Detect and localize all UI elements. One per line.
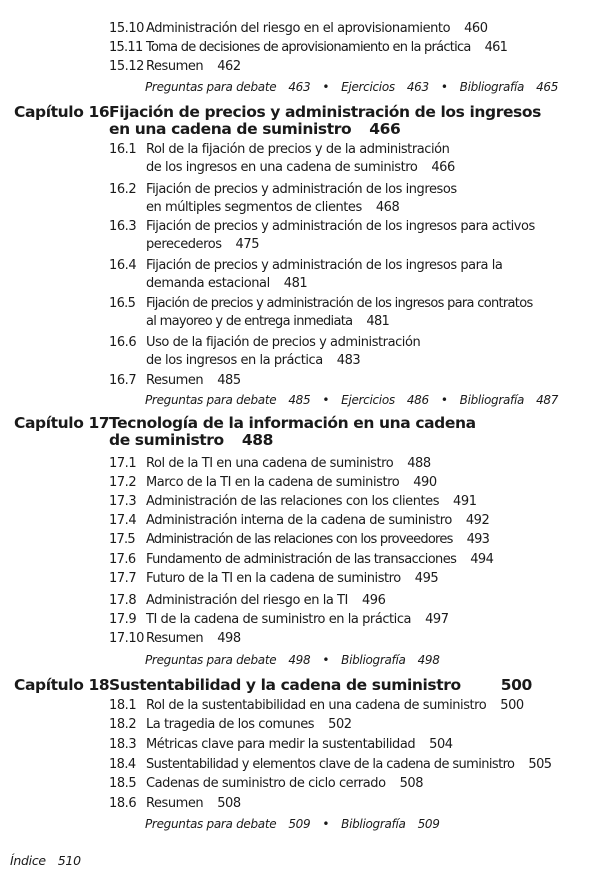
chapter-title-line2: en una cadena de suministro — [109, 120, 352, 138]
preguntas-page: 498 — [288, 653, 311, 667]
ejercicios-link[interactable]: Ejercicios — [341, 80, 395, 94]
bibliografia-link[interactable]: Bibliografía — [459, 80, 525, 94]
toc-section-17-3[interactable] — [109, 493, 477, 511]
section-number: 17.10 — [109, 631, 144, 646]
chapter-title-line1: Fijación de precios y administración de los ingresos — [109, 103, 541, 121]
section-number: 16.7 — [109, 373, 137, 388]
section-title: Administración del riesgo en la TI — [146, 593, 348, 608]
ejercicios-page: 463 — [406, 80, 429, 94]
toc-section-18-2[interactable] — [109, 716, 352, 734]
section-number: 17.8 — [109, 593, 137, 608]
toc-section-17-9[interactable] — [109, 611, 449, 629]
section-number: 16.4 — [109, 258, 137, 273]
section-title-line2: de los ingresos en una cadena de suministro — [146, 160, 418, 175]
toc-section-15-10[interactable] — [109, 20, 488, 38]
section-title: Cadenas de suministro de ciclo cerrado — [146, 776, 386, 791]
toc-section-17-4[interactable] — [109, 512, 489, 530]
ejercicios-link[interactable]: Ejercicios — [341, 393, 395, 407]
section-title-line2: demanda estacional — [146, 276, 270, 291]
section-number: 16.5 — [109, 296, 136, 311]
chapter-label: Capítulo 18 — [14, 676, 110, 694]
section-page: 475 — [235, 237, 260, 252]
section-page: 497 — [425, 612, 449, 627]
preguntas-page: 463 — [288, 80, 311, 94]
section-title: Resumen — [146, 631, 204, 646]
toc-section-17-7[interactable] — [109, 570, 438, 588]
section-title: La tragedia de los comunes — [146, 717, 315, 732]
section-page: 500 — [500, 698, 524, 713]
chapter-page: 500 — [500, 676, 532, 694]
bibliografia-page: 509 — [417, 817, 440, 831]
bibliografia-link[interactable]: Bibliografía — [341, 653, 406, 667]
section-title: Resumen — [146, 59, 204, 74]
section-number: 16.3 — [109, 219, 137, 234]
section-title: Administración de las relaciones con los proveedores — [146, 532, 453, 547]
section-title: Administración del riesgo en el aprovisionamiento — [146, 21, 451, 36]
section-page: 468 — [375, 200, 400, 215]
toc-section-17-5[interactable] — [109, 531, 489, 549]
section-number: 18.3 — [109, 737, 137, 752]
section-title-line2: al mayoreo y de entrega inmediata — [146, 314, 353, 329]
section-page: 490 — [413, 475, 437, 490]
bibliografia-link[interactable]: Bibliografía — [341, 817, 406, 831]
section-number: 18.4 — [109, 757, 136, 772]
section-page: 508 — [399, 776, 424, 791]
bibliografia-page: 465 — [536, 80, 559, 94]
chapter-18-extras — [145, 815, 440, 833]
toc-section-16-4[interactable] — [109, 257, 502, 293]
section-number: 17.5 — [109, 532, 135, 547]
section-page: 494 — [470, 552, 494, 567]
index-label: Índice — [10, 853, 46, 868]
toc-section-17-10[interactable] — [109, 630, 241, 648]
section-page: 505 — [528, 757, 552, 772]
bullet-separator: • — [322, 393, 330, 407]
section-number: 15.12 — [109, 59, 144, 74]
section-title-line2: de los ingresos en la práctica — [146, 353, 323, 368]
toc-section-17-2[interactable] — [109, 474, 437, 492]
section-title-line1: Fijación de precios y administración de los ingresos para activos — [146, 219, 535, 234]
section-title: Rol de la TI en una cadena de suministro — [146, 456, 394, 471]
section-page: 481 — [283, 276, 308, 291]
section-number: 17.9 — [109, 612, 137, 627]
section-number: 18.5 — [109, 776, 137, 791]
section-page: 483 — [336, 353, 361, 368]
section-number: 18.6 — [109, 796, 137, 811]
section-page: 485 — [217, 373, 241, 388]
section-title: Fundamento de administración de las transacciones — [146, 552, 457, 567]
section-page: 460 — [464, 21, 488, 36]
section-number: 18.1 — [109, 698, 137, 713]
toc-chapter-17[interactable] — [14, 415, 476, 449]
bibliografia-link[interactable]: Bibliografía — [459, 393, 525, 407]
section-number: 17.7 — [109, 571, 137, 586]
section-title: TI de la cadena de suministro en la práctica — [146, 612, 412, 627]
section-number: 17.3 — [109, 494, 137, 509]
section-page: 481 — [366, 314, 390, 329]
section-title-line2: perecederos — [146, 237, 222, 252]
section-title: Resumen — [146, 796, 204, 811]
preguntas-link[interactable]: Preguntas para debate — [145, 653, 277, 667]
toc-section-16-2[interactable] — [109, 181, 457, 217]
bibliografia-page: 498 — [417, 653, 440, 667]
section-number: 17.1 — [109, 456, 137, 471]
toc-section-17-6[interactable] — [109, 551, 493, 569]
section-page: 491 — [453, 494, 477, 509]
section-title-line1: Fijación de precios y administración de los ingresos para contratos — [146, 296, 533, 311]
preguntas-link[interactable]: Preguntas para debate — [145, 80, 277, 94]
chapter-page: 466 — [369, 120, 401, 138]
toc-section-18-1[interactable] — [109, 697, 524, 715]
section-number: 16.6 — [109, 335, 137, 350]
chapter-15-extras — [145, 78, 558, 96]
section-title: Rol de la sustentabibilidad en una cadena de suministro — [146, 698, 487, 713]
bullet-separator: • — [322, 80, 330, 94]
chapter-title: Sustentabilidad y la cadena de suministro — [109, 676, 461, 694]
toc-section-15-11[interactable] — [109, 39, 507, 57]
section-page: 508 — [217, 796, 241, 811]
section-number: 17.4 — [109, 513, 137, 528]
toc-section-16-1[interactable] — [109, 141, 455, 177]
section-number: 15.11 — [109, 40, 143, 55]
section-page: 504 — [429, 737, 453, 752]
section-number: 17.2 — [109, 475, 137, 490]
preguntas-page: 509 — [288, 817, 311, 831]
section-title-line1: Uso de la fijación de precios y administración — [146, 335, 421, 350]
section-title: Administración de las relaciones con los clientes — [146, 494, 440, 509]
section-title: Métricas clave para medir la sustentabilidad — [146, 737, 416, 752]
toc-index-entry[interactable] — [10, 853, 81, 868]
chapter-page: 488 — [241, 431, 273, 449]
section-page: 492 — [465, 513, 490, 528]
section-title: Futuro de la TI en la cadena de suministro — [146, 571, 401, 586]
section-title: Marco de la TI en la cadena de suministro — [146, 475, 400, 490]
toc-section-18-3[interactable] — [109, 736, 453, 754]
chapter-16-extras — [145, 391, 558, 409]
preguntas-link[interactable]: Preguntas para debate — [145, 817, 277, 831]
index-page: 510 — [57, 853, 81, 868]
preguntas-page: 485 — [288, 393, 311, 407]
bullet-separator: • — [440, 393, 448, 407]
section-page: 495 — [414, 571, 439, 586]
chapter-title-line2: de suministro — [109, 431, 224, 449]
bibliografia-page: 487 — [536, 393, 559, 407]
toc-section-17-8[interactable] — [109, 592, 385, 610]
section-number: 15.10 — [109, 21, 144, 36]
section-title: Administración interna de la cadena de suministro — [146, 513, 452, 528]
toc-section-15-12[interactable] — [109, 58, 241, 76]
section-title-line1: Rol de la fijación de precios y de la administración — [146, 142, 450, 157]
section-number: 18.2 — [109, 717, 137, 732]
bullet-separator: • — [322, 653, 330, 667]
section-title-line1: Fijación de precios y administración de los ingresos — [146, 182, 457, 197]
bullet-separator: • — [322, 817, 330, 831]
section-page: 461 — [484, 40, 508, 55]
toc-section-18-4[interactable] — [109, 756, 551, 774]
section-title: Resumen — [146, 373, 204, 388]
section-page: 462 — [217, 59, 241, 74]
section-page: 466 — [431, 160, 455, 175]
section-title: Toma de decisiones de aprovisionamiento en la práctica — [146, 40, 471, 55]
section-title-line1: Fijación de precios y administración de los ingresos para la — [146, 258, 503, 273]
toc-section-16-7[interactable] — [109, 372, 241, 390]
toc-section-18-6[interactable] — [109, 795, 241, 813]
toc-section-17-1[interactable] — [109, 455, 431, 473]
section-number: 16.2 — [109, 182, 137, 197]
toc-section-16-6[interactable] — [109, 334, 420, 370]
preguntas-link[interactable]: Preguntas para debate — [145, 393, 277, 407]
section-page: 498 — [217, 631, 241, 646]
chapter-label: Capítulo 16 — [14, 103, 110, 121]
bullet-separator: • — [440, 80, 448, 94]
section-title-line2: en múltiples segmentos de clientes — [146, 200, 362, 215]
toc-section-18-5[interactable] — [109, 775, 423, 793]
toc-chapter-16[interactable] — [14, 104, 541, 138]
section-page: 493 — [466, 532, 490, 547]
section-number: 16.1 — [109, 142, 137, 157]
ejercicios-page: 486 — [406, 393, 429, 407]
chapter-title-line1: Tecnología de la información en una cadena — [109, 414, 476, 432]
section-number: 17.6 — [109, 552, 136, 567]
section-page: 488 — [407, 456, 431, 471]
section-title: Sustentabilidad y elementos clave de la cadena de suministro — [146, 757, 515, 772]
toc-section-16-3[interactable] — [109, 218, 535, 254]
chapter-label: Capítulo 17 — [14, 414, 110, 432]
section-page: 502 — [328, 717, 352, 732]
toc-chapter-18[interactable] — [14, 677, 532, 694]
toc-section-16-5[interactable] — [109, 295, 533, 331]
chapter-17-extras — [145, 651, 440, 669]
section-page: 496 — [361, 593, 386, 608]
